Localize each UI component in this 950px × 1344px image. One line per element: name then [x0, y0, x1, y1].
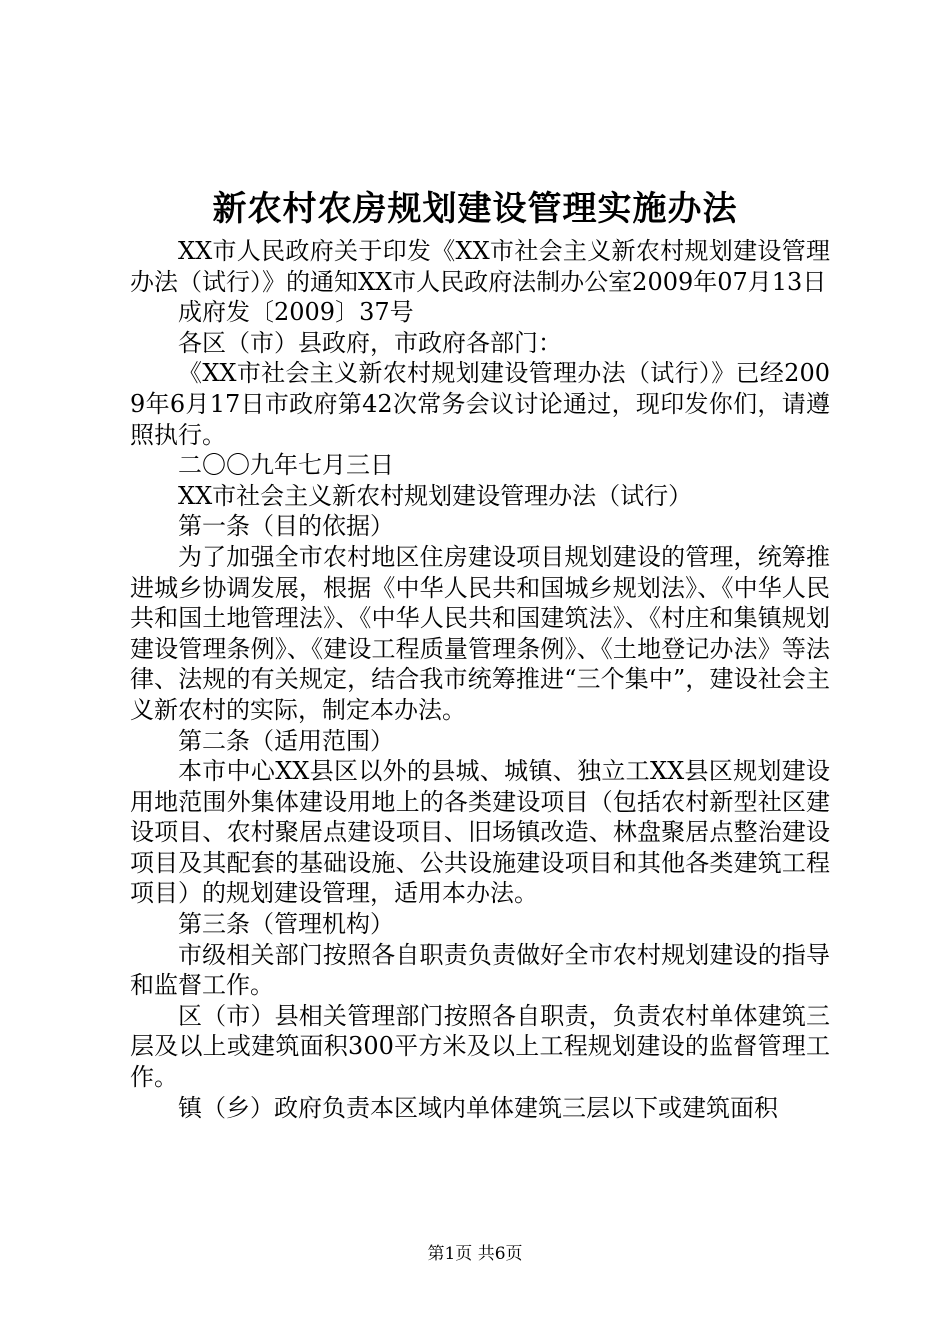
paragraph-date: 二〇〇九年七月三日 [178, 451, 394, 480]
paragraph-notice-heading: XX市人民政府关于印发《XX市社会主义新农村规划建设管理办法（试行）》的通知XX市人民政府法制办公室2009年07月13日 [130, 237, 830, 296]
article-1-heading: 第一条（目的依据） [178, 512, 394, 541]
document-title: 新农村农房规划建设管理实施办法 [212, 189, 738, 229]
article-3-body-county: 区（市）县相关管理部门按照各自职责，负责农村单体建筑三层及以上或建筑面积300平方米及以上工程规划建设的监督管理工作。 [130, 1001, 830, 1092]
paragraph-notice-body: 《XX市社会主义新农村规划建设管理办法（试行）》已经2009年6月17日市政府第42次常务会议讨论通过，现印发你们，请遵照执行。 [130, 359, 830, 449]
article-2-body: 本市中心XX县区以外的县城、城镇、独立工XX县区规划建设用地范围外集体建设用地上的各类建设项目（包括农村新型社区建设项目、农村聚居点建设项目、旧场镇改造、林盘聚居点整治建设项目及其配套的基础设施、公共设施建设项目和其他各类建筑工程项目）的规划建设管理，适用本办法。 [130, 757, 830, 908]
paragraph-addressee: 各区（市）县政府，市政府各部门： [178, 328, 562, 357]
article-3-heading: 第三条（管理机构） [178, 910, 394, 939]
article-2-heading: 第二条（适用范围） [178, 726, 394, 755]
document-body [130, 236, 830, 1123]
article-1-body: 为了加强全市农村地区住房建设项目规划建设的管理，统筹推进城乡协调发展，根据《中华人民共和国城乡规划法》、《中华人民共和国土地管理法》、《中华人民共和国建筑法》、《村庄和集镇规划建设管理条例》、《建设工程质量管理条例》、《土地登记办法》等法律、法规的有关规定，结合我市统筹推进“三个集中”，建设社会主义新农村的实际，制定本办法。 [130, 542, 830, 724]
paragraph-document-number: 成府发〔2009〕37号 [178, 298, 414, 327]
paragraph-regulation-title: XX市社会主义新农村规划建设管理办法（试行） [178, 481, 693, 510]
article-3-body-city: 市级相关部门按照各自职责负责做好全市农村规划建设的指导和监督工作。 [130, 940, 830, 1000]
page-number-footer: 第1页 共6页 [427, 1244, 523, 1264]
article-3-body-town: 镇（乡）政府负责本区域内单体建筑三层以下或建筑面积 [178, 1093, 778, 1122]
